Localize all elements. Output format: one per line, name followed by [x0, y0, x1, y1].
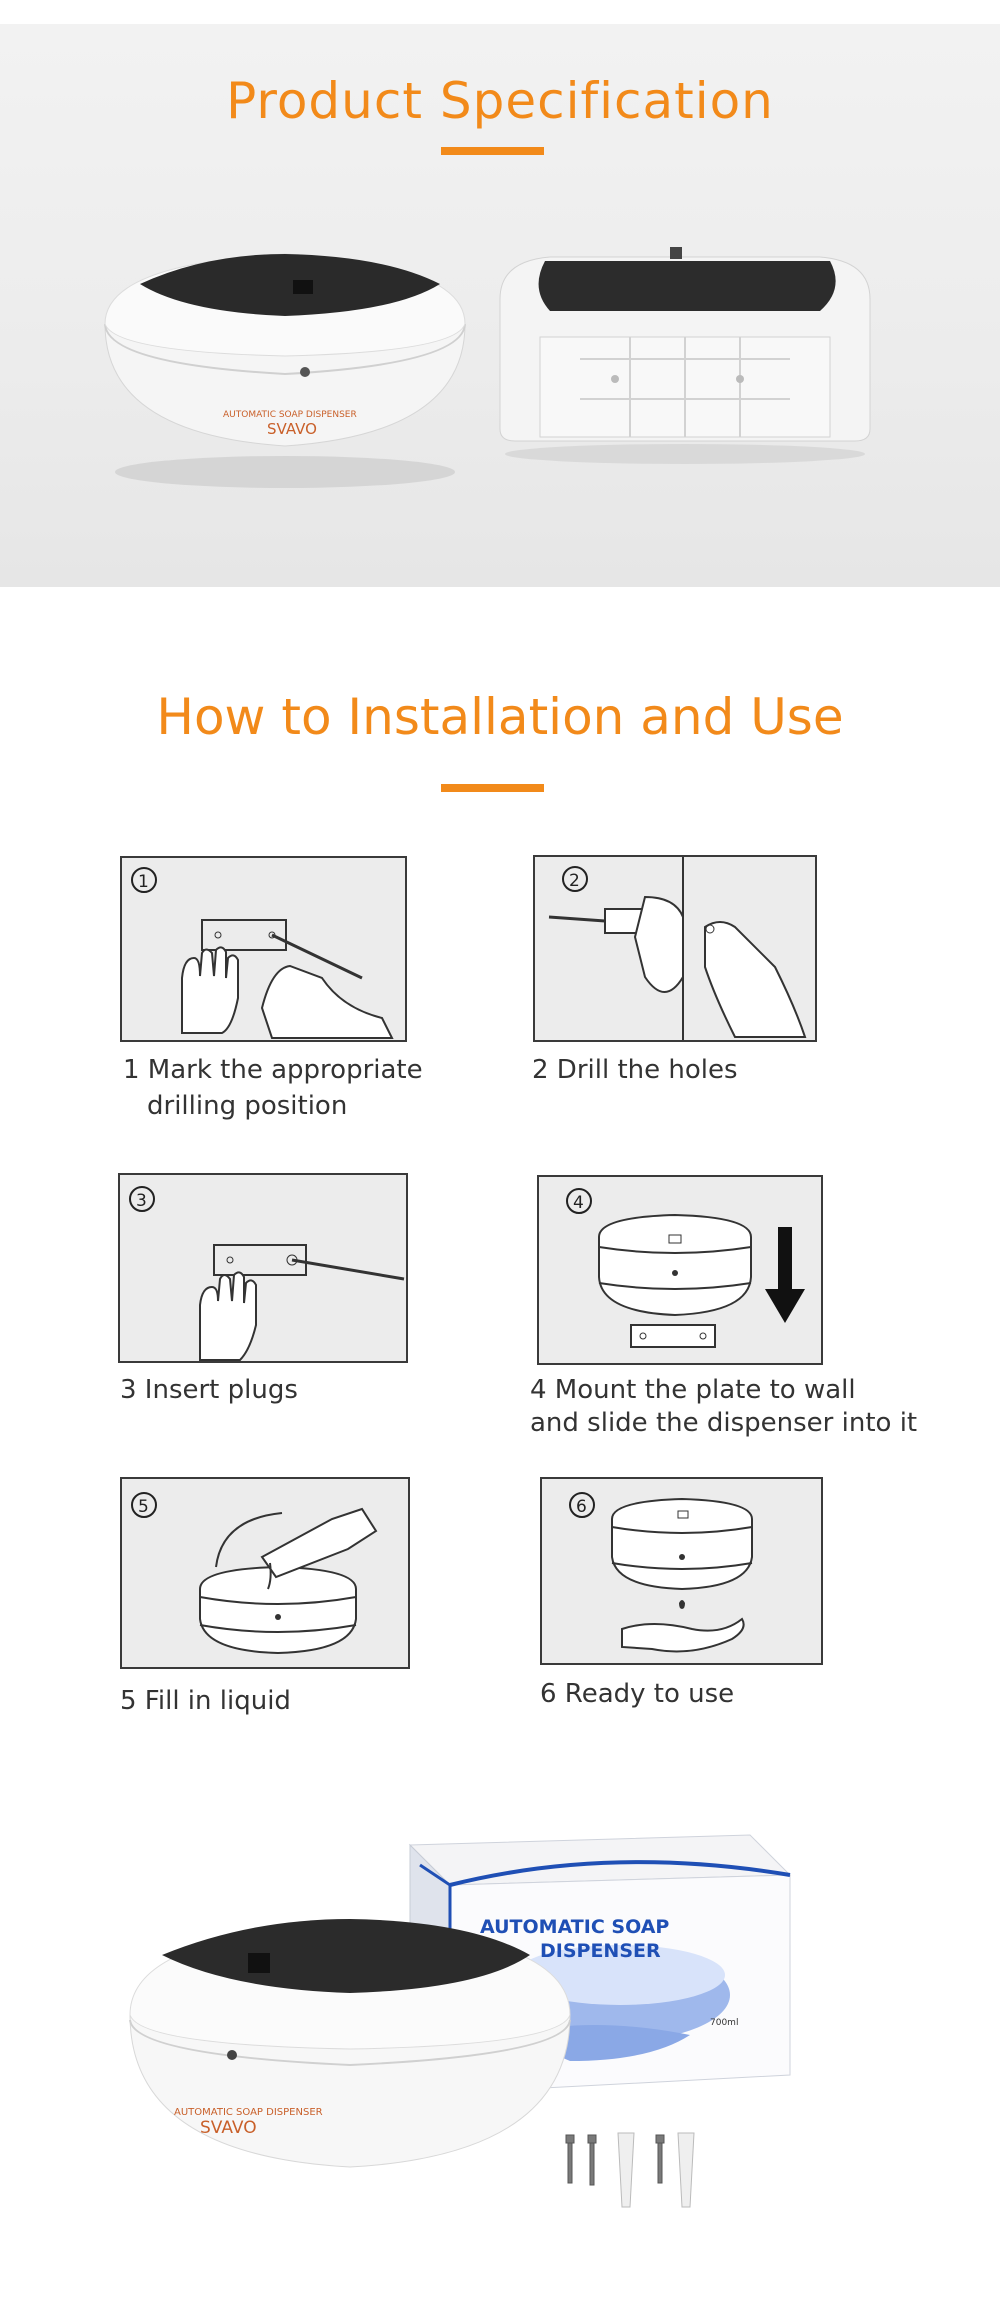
- step-3-illustration: [120, 1175, 406, 1361]
- step-4-number: 4: [573, 1193, 584, 1213]
- installation-title-underline: [441, 784, 544, 792]
- step-4-caption-line1: 4 Mount the plate to wall: [530, 1375, 856, 1405]
- spec-title-underline: [441, 147, 544, 155]
- step-1-illustration: [122, 858, 405, 1040]
- step-2-illustration: [535, 857, 815, 1040]
- front-label-text: AUTOMATIC SOAP DISPENSER: [223, 410, 357, 420]
- step-5-caption-line1: 5 Fill in liquid: [120, 1686, 291, 1716]
- step-4-illustration: [539, 1177, 821, 1363]
- step-1-number: 1: [138, 872, 149, 892]
- step-3-panel: [118, 1173, 408, 1363]
- step-5-illustration: [122, 1479, 408, 1667]
- step-6-illustration: [542, 1479, 821, 1663]
- large-brand-text: SVAVO: [200, 2118, 257, 2138]
- step-6-panel: [540, 1477, 823, 1665]
- dispenser-front-large-image: [120, 1905, 580, 2205]
- step-1-panel: [120, 856, 407, 1042]
- dispenser-back-image: [490, 229, 880, 469]
- step-5-number: 5: [138, 1497, 149, 1517]
- step-5-panel: [120, 1477, 410, 1669]
- step-2-caption: [532, 1052, 738, 1088]
- screws-and-plugs-image: [560, 2125, 710, 2220]
- step-3-caption: [120, 1372, 298, 1408]
- step-1-caption-line2: drilling position: [147, 1091, 348, 1121]
- box-title-line2: DISPENSER: [540, 1940, 661, 1962]
- step-5-caption: [120, 1683, 291, 1719]
- step-6-caption-line1: 6 Ready to use: [540, 1679, 735, 1709]
- step-3-number: 3: [136, 1191, 147, 1211]
- step-2-panel: [533, 855, 817, 1042]
- step-2-caption-line1: 2 Drill the holes: [532, 1055, 738, 1085]
- spec-title: Product Specification: [226, 72, 774, 130]
- step-6-number: 6: [576, 1497, 587, 1517]
- dispenser-front-image: [95, 224, 475, 494]
- box-title-line1: AUTOMATIC SOAP: [480, 1916, 670, 1938]
- step-4-caption-line2: and slide the dispenser into it: [530, 1408, 918, 1438]
- step-2-number: 2: [569, 871, 580, 891]
- step-1-caption-line1: 1 Mark the appropriate: [123, 1055, 423, 1085]
- box-capacity-text: 700ml: [710, 2018, 739, 2028]
- installation-title: How to Installation and Use: [156, 688, 844, 746]
- step-6-caption: [540, 1676, 734, 1712]
- step-3-caption-line1: 3 Insert plugs: [120, 1375, 298, 1405]
- step-4-caption: [530, 1374, 917, 1440]
- step-1-caption: [123, 1052, 423, 1124]
- step-4-panel: [537, 1175, 823, 1365]
- large-label-text: AUTOMATIC SOAP DISPENSER: [174, 2107, 323, 2118]
- front-brand-text: SVAVO: [267, 420, 317, 438]
- product-specification-section: [0, 24, 1000, 587]
